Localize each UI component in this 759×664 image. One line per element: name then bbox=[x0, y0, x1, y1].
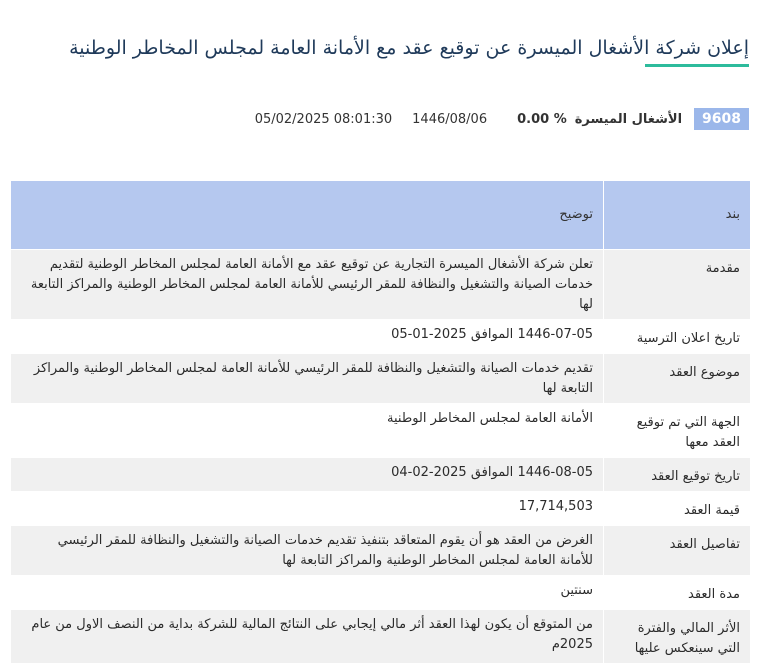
table-row bbox=[11, 354, 751, 404]
row-value: تقديم خدمات الصيانة والتشغيل والنظافة للمقر الرئيسي للأمانة العامة لمجلس المخاطر الوطنية والمراكز التابعة لها bbox=[11, 354, 604, 404]
table-row bbox=[11, 492, 751, 526]
table-row bbox=[11, 458, 751, 492]
table-row bbox=[11, 250, 751, 320]
row-value: 1446-08-05 الموافق 2025-02-04 bbox=[11, 458, 604, 492]
row-label: موضوع العقد bbox=[604, 354, 751, 404]
title-section bbox=[9, 34, 749, 62]
page-title: إعلان شركة الأشغال الميسرة عن توقيع عقد مع الأمانة العامة لمجلس المخاطر الوطنية bbox=[69, 37, 749, 59]
row-label: تفاصيل العقد bbox=[604, 526, 751, 576]
title-underline bbox=[645, 64, 749, 67]
gregorian-datetime: 05/02/2025 08:01:30 bbox=[254, 111, 393, 127]
symbol-badge[interactable]: 9608 bbox=[694, 108, 749, 130]
table-row bbox=[11, 320, 751, 354]
row-value: 1446-07-05 الموافق 2025-01-05 bbox=[11, 320, 604, 354]
header-item: بند bbox=[604, 181, 751, 250]
row-label: قيمة العقد bbox=[604, 492, 751, 526]
row-value: تعلن شركة الأشغال الميسرة التجارية عن توقيع عقد مع الأمانة العامة لمجلس المخاطر الوطنية لتقديم خدمات الصيانة والتشغيل والنظافة للمقر الرئيسي للأمانة العامة لمجلس المخاطر الوطنية والمراكز التابعة لها bbox=[11, 250, 604, 320]
row-label: مدة العقد bbox=[604, 576, 751, 610]
price-change: 0.00 % bbox=[517, 111, 567, 127]
announcement-table bbox=[10, 180, 751, 664]
company-name[interactable]: الأشغال الميسرة bbox=[574, 111, 683, 127]
table-row bbox=[11, 610, 751, 664]
announcement-meta bbox=[9, 108, 749, 130]
table-header-row bbox=[11, 181, 751, 250]
table-row bbox=[11, 526, 751, 576]
table-row bbox=[11, 404, 751, 458]
row-label: تاريخ توقيع العقد bbox=[604, 458, 751, 492]
row-value: سنتين bbox=[11, 576, 604, 610]
row-value: من المتوقع أن يكون لهذا العقد أثر مالي إيجابي على النتائج المالية للشركة بداية من النصف الاول من عام 2025م bbox=[11, 610, 604, 664]
row-label: تاريخ اعلان الترسية bbox=[604, 320, 751, 354]
row-value: 17,714,503 bbox=[11, 492, 604, 526]
row-value: الأمانة العامة لمجلس المخاطر الوطنية bbox=[11, 404, 604, 458]
hijri-date: 1446/08/06 bbox=[412, 111, 488, 127]
row-label: مقدمة bbox=[604, 250, 751, 320]
header-description: توضيح bbox=[11, 181, 604, 250]
row-label: الأثر المالي والفترة التي سينعكس عليها bbox=[604, 610, 751, 664]
row-label: الجهة التي تم توقيع العقد معها bbox=[604, 404, 751, 458]
table-row bbox=[11, 576, 751, 610]
row-value: الغرض من العقد هو أن يقوم المتعاقد بتنفيذ تقديم خدمات الصيانة والتشغيل والنظافة للمقر الرئيسي للأمانة العامة لمجلس المخاطر الوطنية والمراكز التابعة لها bbox=[11, 526, 604, 576]
